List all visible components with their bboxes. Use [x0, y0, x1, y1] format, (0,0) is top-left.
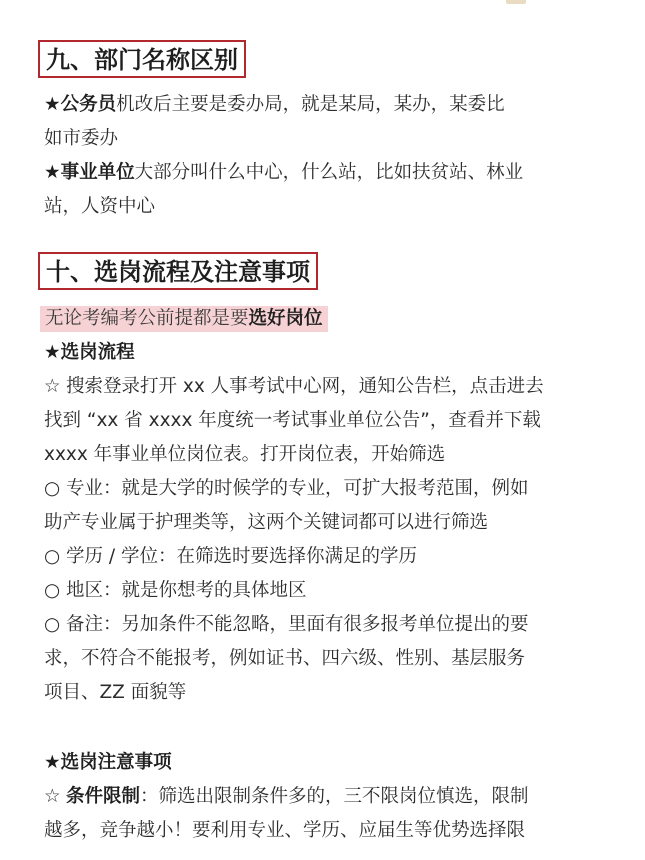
major-text: 专业：就是大学的时候学的专业，可扩大报考范围，例如: [66, 478, 529, 499]
public-institution-line-1: [44, 160, 523, 186]
public-institution-text: 大部分叫什么中心，什么站，比如扶贫站、林业: [134, 162, 524, 183]
circle-bullet-icon: ○: [44, 546, 61, 567]
star-marker: ★: [44, 94, 61, 115]
section-10-heading: 十、选岗流程及注意事项: [38, 252, 318, 290]
top-decoration: [506, 0, 526, 4]
notes-line-1: [44, 612, 529, 638]
region-line: [44, 578, 307, 604]
major-line-1: [44, 476, 529, 502]
caution-limit-line-1: [44, 784, 529, 810]
circle-bullet-icon: ○: [44, 478, 61, 499]
step-search-line-1: [44, 374, 544, 400]
cautions-title: ★选岗注意事项: [44, 752, 172, 773]
step-search-line-2: 找到 “xx 省 xxxx 年度统一考试事业单位公告”，查看并下载: [44, 410, 541, 431]
notes-text: 备注：另加条件不能忽略，里面有很多报考单位提出的要: [66, 614, 529, 635]
region-text: 地区：就是你想考的具体地区: [66, 580, 307, 601]
major-line-2: 助产专业属于护理类等，这两个关键词都可以进行筛选: [44, 512, 489, 533]
step-search-line-3: xxxx 年事业单位岗位表。打开岗位表，开始筛选: [44, 444, 446, 465]
hollow-star-icon: ☆: [44, 376, 61, 397]
civil-servant-line-1: [44, 92, 505, 118]
section-9-heading: 九、部门名称区别: [38, 40, 246, 78]
caution-limit-text: ：筛选出限制条件多的，三不限岗位慎选，限制: [140, 786, 529, 807]
public-institution-label: 事业单位: [60, 162, 135, 183]
highlight-bold: 选好岗位: [248, 308, 323, 329]
caution-limit-line-2: 越多，竞争越小！要利用专业、学历、应届生等优势选择限: [44, 820, 526, 841]
step-search-text: 搜索登录打开 xx 人事考试中心网，通知公告栏，点击进去: [66, 376, 544, 397]
degree-line: [44, 544, 417, 570]
degree-text: 学历 / 学位：在筛选时要选择你满足的学历: [66, 546, 417, 567]
hollow-star-icon: ☆: [44, 786, 61, 807]
notes-line-3: 项目、ZZ 面貌等: [44, 682, 187, 703]
public-institution-line-2: 站，人资中心: [44, 196, 156, 217]
civil-servant-text: 机改后主要是委办局，就是某局，某办，某委比: [116, 94, 505, 115]
highlight-prefix: 无论考编考公前提都是要: [45, 308, 249, 329]
caution-limit-label: 条件限制: [66, 786, 141, 807]
civil-servant-label: 公务员: [60, 94, 117, 115]
highlight-note: [40, 306, 328, 332]
notes-line-2: 求，不符合不能报考，例如证书、四六级、性别、基层服务: [44, 648, 526, 669]
civil-servant-line-2: 如市委办: [44, 128, 119, 149]
star-marker: ★: [44, 162, 61, 183]
circle-bullet-icon: ○: [44, 580, 61, 601]
circle-bullet-icon: ○: [44, 614, 61, 635]
process-title: ★选岗流程: [44, 342, 135, 363]
